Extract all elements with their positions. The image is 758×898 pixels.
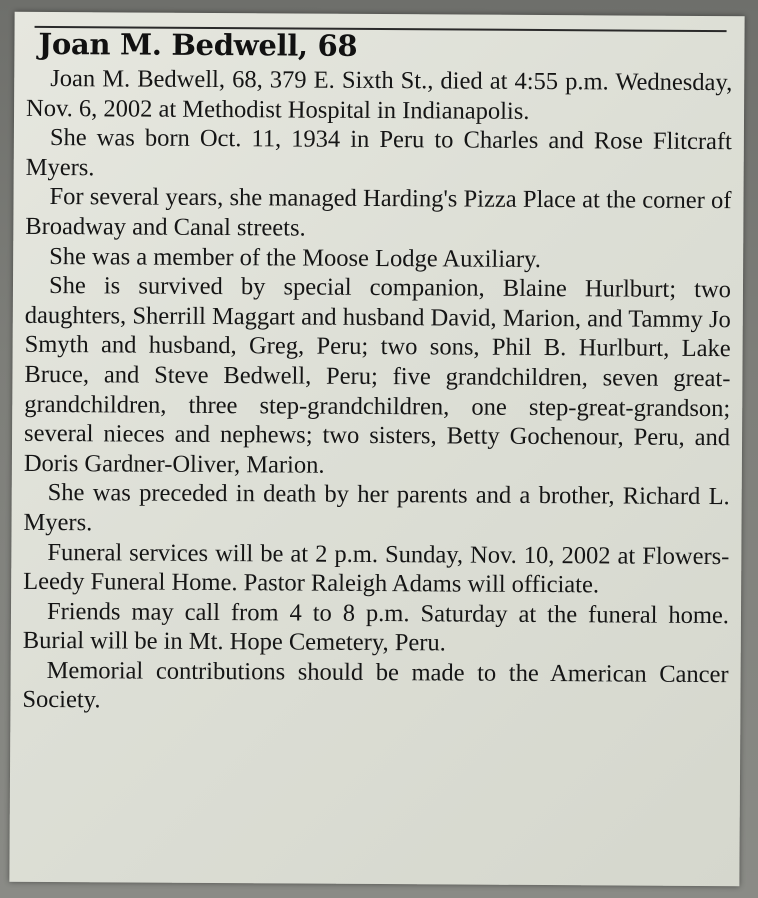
paragraph-preceded: She was preceded in death by her parents and a brother, Richard L. Myers.	[23, 479, 730, 537]
paragraph-career: For several years, she managed Harding's Pizza Place at the corner of Broadway and Canal streets.	[25, 183, 732, 242]
paragraph-membership: She was a member of the Moose Lodge Auxiliary.	[49, 242, 541, 273]
paragraph-visitation: Friends may call from 4 to 8 p.m. Saturday at the funeral home. Burial will be in Mt. Hope Cemetery, Peru.	[22, 597, 730, 657]
paragraph-memorials: Memorial contributions should be made to the American Cancer Society.	[22, 656, 729, 714]
obituary-body	[22, 64, 732, 719]
paragraph-funeral: Funeral services will be at 2 p.m. Sunday, Nov. 10, 2002 at Flowers-Leedy Funeral Home. Pastor Raleigh Adams will officiate.	[23, 538, 730, 599]
obituary-headline: Joan M. Bedwell, 68	[38, 26, 358, 63]
paragraph-birth: She was born Oct. 11, 1934 in Peru to Charles and Rose Flitcraft Myers.	[25, 124, 732, 182]
newspaper-clipping	[9, 12, 744, 886]
paragraph-death-notice: Joan M. Bedwell, 68, 379 E. Sixth St., died at 4:55 p.m. Wednesday, Nov. 6, 2002 at Methodist Hospital in Indianapolis.	[25, 64, 733, 125]
paragraph-survivors: She is survived by special companion, Blaine Hurlburt; two daughters, Sherrill Maggart and husband David, Marion, and Tammy Jo Smyth and husband, Greg, Peru; two sons, Phil B. Hurlburt, Lake Bruce, and Steve Bedwell, Peru; five grandchildren, seven great-grandchildren, three step-grandchildren, one step-great-grandson; several nieces and nephews; two sisters, Betty Gochenour, Peru, and Doris Gardner-Oliver, Marion.	[23, 272, 732, 479]
